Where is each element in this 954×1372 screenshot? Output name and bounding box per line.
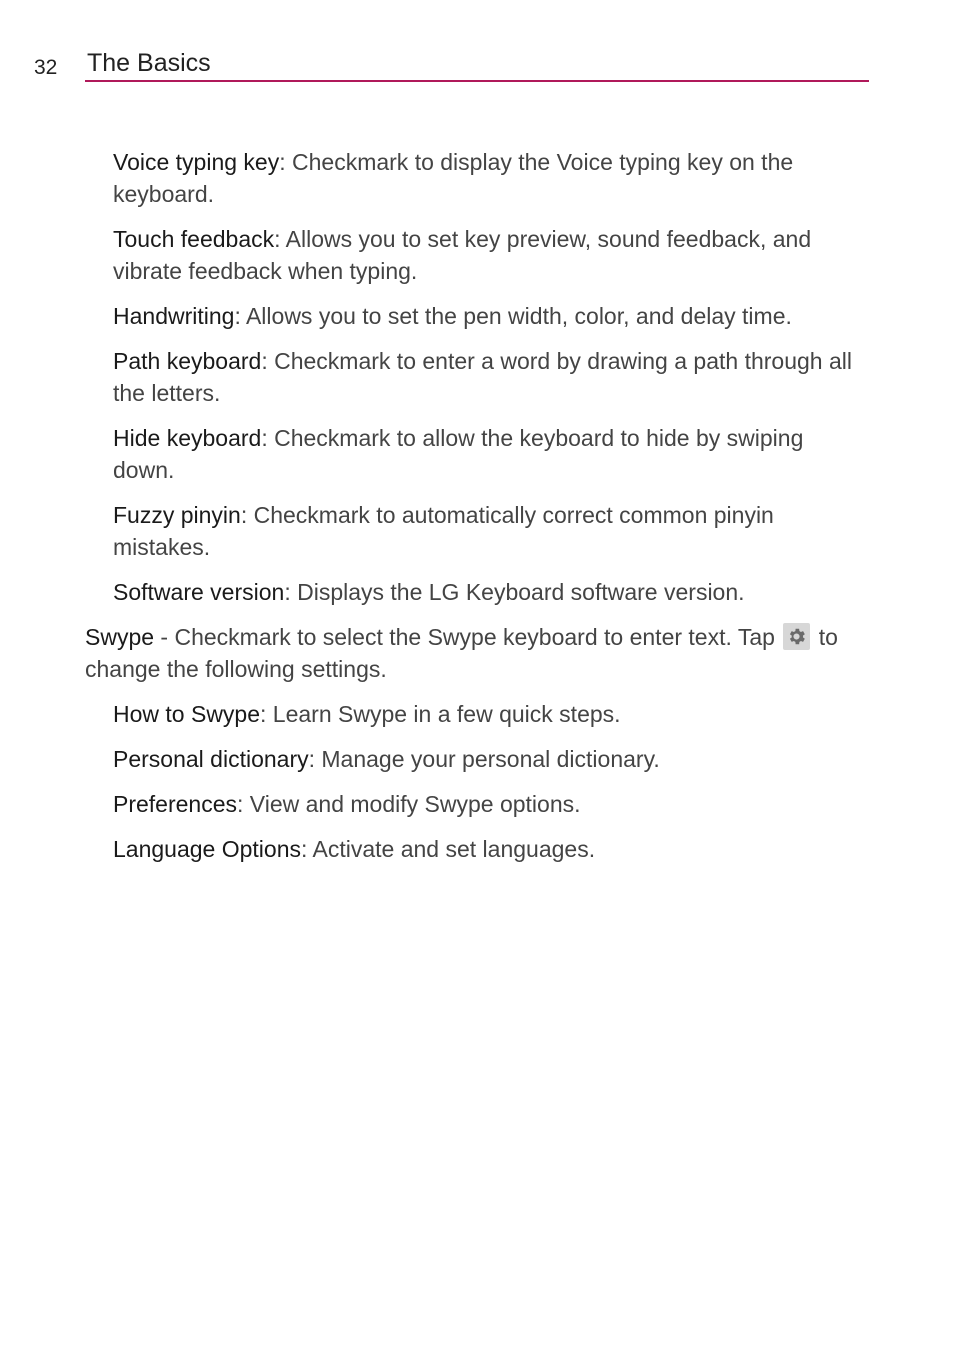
header-divider bbox=[85, 80, 869, 82]
setting-term: Path keyboard bbox=[113, 348, 262, 374]
gear-icon bbox=[783, 623, 810, 650]
setting-term: Preferences bbox=[113, 791, 238, 817]
setting-term: Software version bbox=[113, 579, 285, 605]
setting-language-options bbox=[113, 833, 858, 865]
swype-term: Swype bbox=[85, 624, 155, 650]
setting-term: Fuzzy pinyin bbox=[113, 502, 241, 528]
setting-term: How to Swype bbox=[113, 701, 261, 727]
setting-description: : Checkmark to automatically correct common pinyin mistakes. bbox=[113, 502, 774, 560]
setting-handwriting bbox=[113, 300, 858, 332]
setting-term: Hide keyboard bbox=[113, 425, 262, 451]
swype-description: - Checkmark to select the Swype keyboard to enter text. Tap bbox=[154, 624, 782, 650]
page-number: 32 bbox=[34, 56, 58, 79]
swype-description-end: to change the following settings. bbox=[85, 624, 838, 682]
setting-description: : Checkmark to enter a word by drawing a path through all the letters. bbox=[113, 348, 852, 406]
setting-description: : Allows you to set key preview, sound feedback, and vibrate feedback when typing. bbox=[113, 226, 812, 284]
setting-description: : Learn Swype in a few quick steps. bbox=[260, 701, 621, 727]
setting-description: : Displays the LG Keyboard software version. bbox=[284, 579, 745, 605]
setting-description: : Activate and set languages. bbox=[301, 836, 596, 862]
setting-term: Language Options bbox=[113, 836, 301, 862]
setting-path-keyboard bbox=[113, 345, 858, 409]
setting-term: Personal dictionary bbox=[113, 746, 309, 772]
setting-how-to-swype bbox=[113, 698, 858, 730]
setting-personal-dictionary bbox=[113, 743, 858, 775]
setting-software-version bbox=[113, 576, 858, 608]
setting-description: : Checkmark to display the Voice typing key on the keyboard. bbox=[113, 149, 794, 207]
section-title: The Basics bbox=[87, 49, 211, 77]
setting-term: Voice typing key bbox=[113, 149, 280, 175]
setting-hide-keyboard bbox=[113, 422, 858, 486]
setting-term: Handwriting bbox=[113, 303, 235, 329]
setting-fuzzy-pinyin bbox=[113, 499, 858, 563]
setting-touch-feedback bbox=[113, 223, 858, 287]
setting-description: : View and modify Swype options. bbox=[237, 791, 581, 817]
setting-voice-typing-key bbox=[113, 146, 858, 210]
setting-description: : Allows you to set the pen width, color, and delay time. bbox=[234, 303, 792, 329]
setting-description: : Checkmark to allow the keyboard to hide by swiping down. bbox=[113, 425, 804, 483]
swype-entry bbox=[85, 621, 865, 685]
setting-preferences bbox=[113, 788, 858, 820]
page-header bbox=[0, 0, 954, 90]
setting-term: Touch feedback bbox=[113, 226, 275, 252]
setting-description: : Manage your personal dictionary. bbox=[308, 746, 660, 772]
page-body bbox=[0, 146, 954, 878]
